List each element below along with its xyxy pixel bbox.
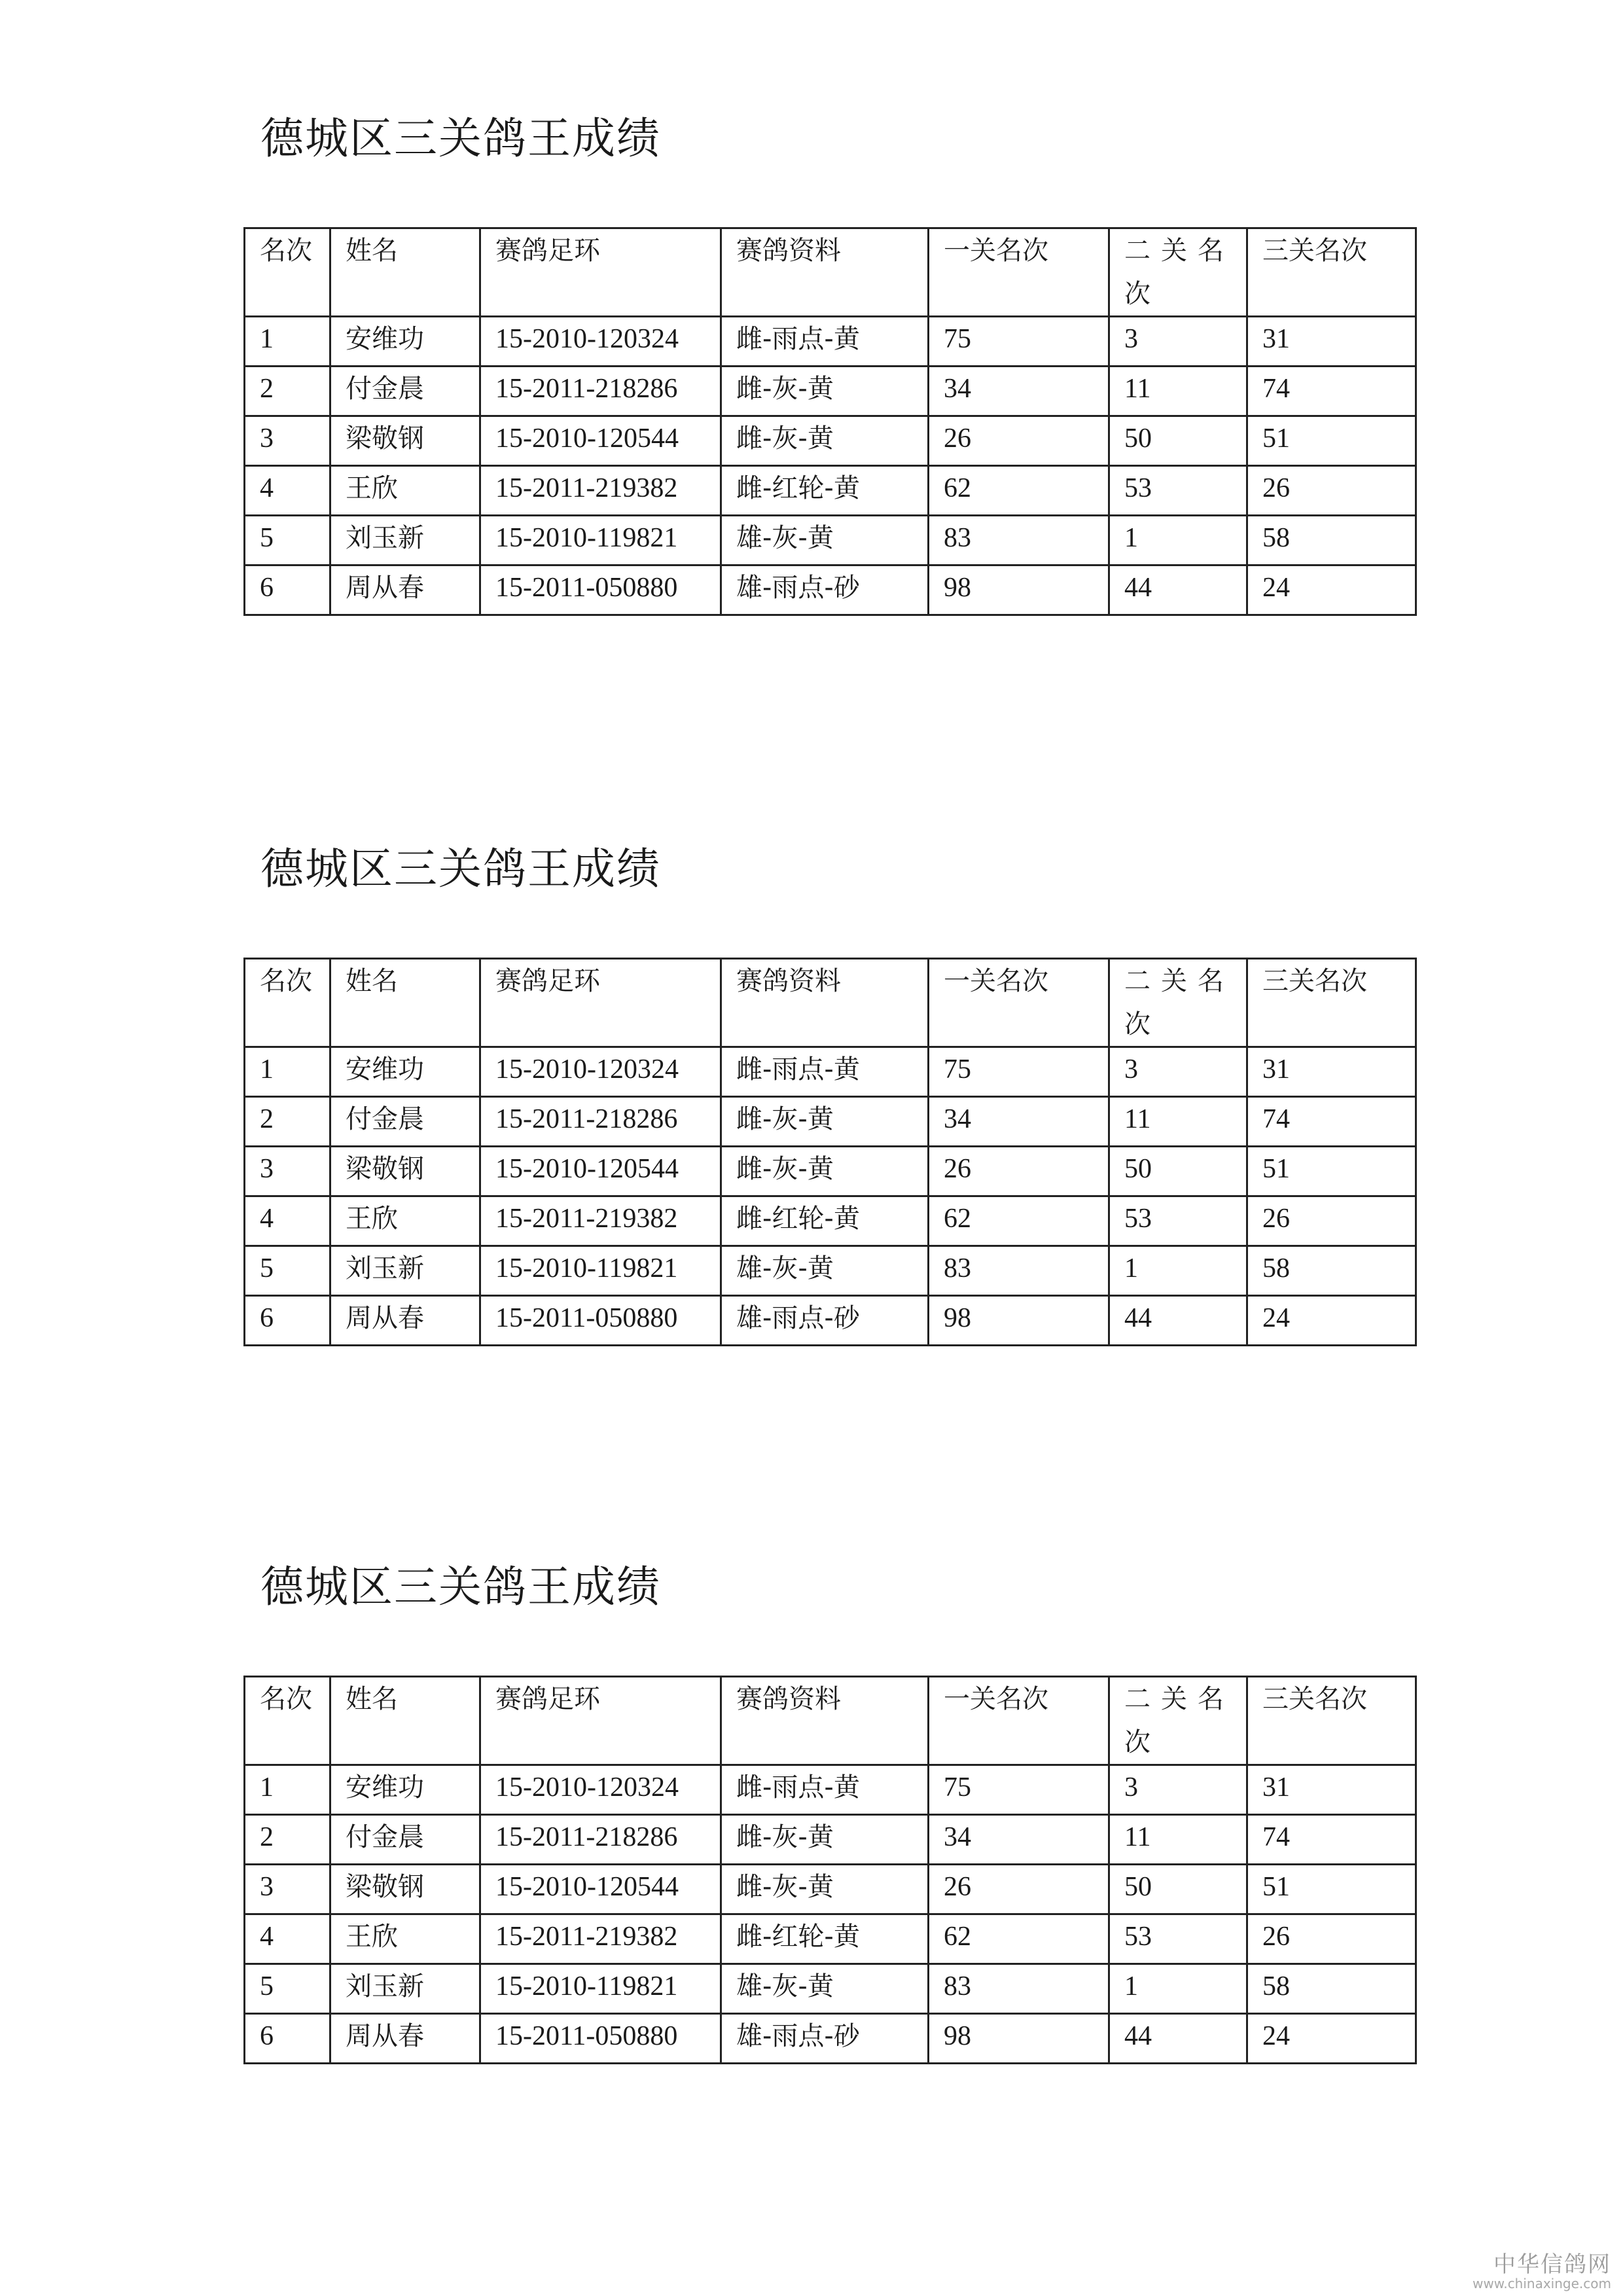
table-header-row xyxy=(245,228,1416,317)
cell-name: 周从春 xyxy=(330,2014,480,2064)
cell-second-stage: 3 xyxy=(1109,1047,1247,1097)
cell-third-stage: 58 xyxy=(1247,516,1416,565)
cell-info: 雄-雨点-砂 xyxy=(721,565,929,615)
header-cell-rank: 名次 xyxy=(245,228,330,317)
cell-rank: 3 xyxy=(245,416,330,466)
cell-info: 雄-雨点-砂 xyxy=(721,2014,929,2064)
cell-second-stage: 53 xyxy=(1109,1196,1247,1246)
cell-ring: 15-2011-219382 xyxy=(480,1914,721,1964)
table-row xyxy=(245,1296,1416,1346)
cell-third-stage: 26 xyxy=(1247,1196,1416,1246)
cell-rank: 4 xyxy=(245,1914,330,1964)
table-row xyxy=(245,1097,1416,1147)
cell-rank: 1 xyxy=(245,317,330,367)
cell-second-stage: 11 xyxy=(1109,1815,1247,1865)
cell-first-stage: 98 xyxy=(929,565,1109,615)
cell-first-stage: 83 xyxy=(929,1246,1109,1296)
header-cell-first-stage: 一关名次 xyxy=(929,1677,1109,1765)
table-row xyxy=(245,1196,1416,1246)
header-cell-ring: 赛鸽足环 xyxy=(480,228,721,317)
cell-name: 付金晨 xyxy=(330,1815,480,1865)
cell-first-stage: 75 xyxy=(929,317,1109,367)
cell-rank: 6 xyxy=(245,2014,330,2064)
cell-rank: 2 xyxy=(245,367,330,416)
cell-third-stage: 58 xyxy=(1247,1964,1416,2014)
cell-name: 梁敬钢 xyxy=(330,1147,480,1196)
results-table xyxy=(243,227,1417,616)
cell-first-stage: 62 xyxy=(929,1196,1109,1246)
cell-ring: 15-2011-218286 xyxy=(480,367,721,416)
cell-ring: 15-2010-119821 xyxy=(480,1246,721,1296)
cell-info: 雌-雨点-黄 xyxy=(721,1047,929,1097)
cell-first-stage: 83 xyxy=(929,516,1109,565)
cell-third-stage: 51 xyxy=(1247,1865,1416,1914)
cell-info: 雌-红轮-黄 xyxy=(721,1914,929,1964)
cell-rank: 5 xyxy=(245,1246,330,1296)
cell-second-stage: 53 xyxy=(1109,1914,1247,1964)
table-row xyxy=(245,1147,1416,1196)
block-title: 德城区三关鸽王成绩 xyxy=(260,844,661,894)
cell-first-stage: 75 xyxy=(929,1047,1109,1097)
cell-first-stage: 62 xyxy=(929,466,1109,516)
cell-rank: 4 xyxy=(245,1196,330,1246)
header-cell-name: 姓名 xyxy=(330,228,480,317)
cell-rank: 5 xyxy=(245,1964,330,2014)
cell-rank: 3 xyxy=(245,1865,330,1914)
cell-ring: 15-2010-120324 xyxy=(480,317,721,367)
cell-ring: 15-2011-218286 xyxy=(480,1815,721,1865)
cell-third-stage: 31 xyxy=(1247,1047,1416,1097)
header-cell-first-stage: 一关名次 xyxy=(929,959,1109,1047)
header-cell-third-stage: 三关名次 xyxy=(1247,228,1416,317)
cell-second-stage: 11 xyxy=(1109,367,1247,416)
cell-ring: 15-2010-120544 xyxy=(480,416,721,466)
cell-name: 刘玉新 xyxy=(330,1246,480,1296)
cell-third-stage: 26 xyxy=(1247,466,1416,516)
cell-name: 付金晨 xyxy=(330,367,480,416)
cell-rank: 2 xyxy=(245,1815,330,1865)
results-table xyxy=(243,1676,1417,2064)
header-cell-name: 姓名 xyxy=(330,1677,480,1765)
table-row xyxy=(245,466,1416,516)
cell-ring: 15-2011-219382 xyxy=(480,1196,721,1246)
cell-ring: 15-2011-050880 xyxy=(480,565,721,615)
cell-third-stage: 26 xyxy=(1247,1914,1416,1964)
cell-third-stage: 31 xyxy=(1247,317,1416,367)
cell-info: 雄-灰-黄 xyxy=(721,1246,929,1296)
cell-info: 雄-灰-黄 xyxy=(721,516,929,565)
table-header-row xyxy=(245,959,1416,1047)
cell-first-stage: 26 xyxy=(929,1147,1109,1196)
cell-info: 雌-红轮-黄 xyxy=(721,1196,929,1246)
table-row xyxy=(245,1964,1416,2014)
cell-name: 周从春 xyxy=(330,565,480,615)
table-row xyxy=(245,367,1416,416)
cell-third-stage: 58 xyxy=(1247,1246,1416,1296)
cell-name: 梁敬钢 xyxy=(330,1865,480,1914)
cell-info: 雌-灰-黄 xyxy=(721,1865,929,1914)
site-watermark xyxy=(1472,2253,1611,2291)
cell-third-stage: 51 xyxy=(1247,1147,1416,1196)
cell-ring: 15-2011-219382 xyxy=(480,466,721,516)
cell-first-stage: 26 xyxy=(929,416,1109,466)
header-cell-second-stage: 二关名次 xyxy=(1109,959,1247,1047)
cell-name: 安维功 xyxy=(330,1047,480,1097)
cell-name: 安维功 xyxy=(330,1765,480,1815)
watermark-main-text: 中华信鸽网 xyxy=(1493,2251,1611,2278)
table-header-row xyxy=(245,1677,1416,1765)
cell-ring: 15-2010-120544 xyxy=(480,1147,721,1196)
header-cell-third-stage: 三关名次 xyxy=(1247,1677,1416,1765)
header-cell-ring: 赛鸽足环 xyxy=(480,959,721,1047)
cell-rank: 6 xyxy=(245,1296,330,1346)
cell-info: 雄-雨点-砂 xyxy=(721,1296,929,1346)
cell-ring: 15-2011-050880 xyxy=(480,1296,721,1346)
cell-info: 雌-红轮-黄 xyxy=(721,466,929,516)
cell-second-stage: 1 xyxy=(1109,1964,1247,2014)
table-row xyxy=(245,1765,1416,1815)
table-row xyxy=(245,516,1416,565)
header-cell-second-stage: 二关名次 xyxy=(1109,228,1247,317)
cell-rank: 1 xyxy=(245,1765,330,1815)
cell-ring: 15-2010-120324 xyxy=(480,1047,721,1097)
cell-second-stage: 44 xyxy=(1109,2014,1247,2064)
cell-rank: 1 xyxy=(245,1047,330,1097)
cell-ring: 15-2011-218286 xyxy=(480,1097,721,1147)
cell-first-stage: 62 xyxy=(929,1914,1109,1964)
cell-second-stage: 44 xyxy=(1109,565,1247,615)
cell-info: 雌-雨点-黄 xyxy=(721,1765,929,1815)
cell-second-stage: 11 xyxy=(1109,1097,1247,1147)
cell-third-stage: 74 xyxy=(1247,1815,1416,1865)
block-title: 德城区三关鸽王成绩 xyxy=(260,1562,661,1612)
cell-rank: 6 xyxy=(245,565,330,615)
cell-ring: 15-2010-119821 xyxy=(480,516,721,565)
cell-third-stage: 31 xyxy=(1247,1765,1416,1815)
cell-info: 雌-灰-黄 xyxy=(721,1097,929,1147)
cell-first-stage: 34 xyxy=(929,1097,1109,1147)
cell-third-stage: 24 xyxy=(1247,2014,1416,2064)
cell-third-stage: 51 xyxy=(1247,416,1416,466)
cell-second-stage: 50 xyxy=(1109,1147,1247,1196)
cell-third-stage: 74 xyxy=(1247,1097,1416,1147)
cell-rank: 3 xyxy=(245,1147,330,1196)
cell-second-stage: 53 xyxy=(1109,466,1247,516)
results-table xyxy=(243,958,1417,1346)
table-row xyxy=(245,565,1416,615)
header-cell-third-stage: 三关名次 xyxy=(1247,959,1416,1047)
cell-info: 雌-灰-黄 xyxy=(721,416,929,466)
cell-name: 刘玉新 xyxy=(330,516,480,565)
header-cell-info: 赛鸽资料 xyxy=(721,228,929,317)
cell-info: 雄-灰-黄 xyxy=(721,1964,929,2014)
cell-name: 付金晨 xyxy=(330,1097,480,1147)
cell-first-stage: 98 xyxy=(929,1296,1109,1346)
cell-third-stage: 74 xyxy=(1247,367,1416,416)
table-row xyxy=(245,1865,1416,1914)
cell-name: 王欣 xyxy=(330,466,480,516)
cell-second-stage: 3 xyxy=(1109,1765,1247,1815)
header-cell-rank: 名次 xyxy=(245,959,330,1047)
cell-second-stage: 1 xyxy=(1109,1246,1247,1296)
cell-third-stage: 24 xyxy=(1247,565,1416,615)
cell-second-stage: 3 xyxy=(1109,317,1247,367)
cell-ring: 15-2010-120324 xyxy=(480,1765,721,1815)
header-cell-info: 赛鸽资料 xyxy=(721,1677,929,1765)
watermark-url-text: www.chinaxinge.com xyxy=(1472,2276,1611,2291)
cell-first-stage: 98 xyxy=(929,2014,1109,2064)
header-cell-ring: 赛鸽足环 xyxy=(480,1677,721,1765)
header-cell-rank: 名次 xyxy=(245,1677,330,1765)
cell-ring: 15-2010-120544 xyxy=(480,1865,721,1914)
cell-name: 刘玉新 xyxy=(330,1964,480,2014)
table-row xyxy=(245,416,1416,466)
header-cell-info: 赛鸽资料 xyxy=(721,959,929,1047)
cell-info: 雌-雨点-黄 xyxy=(721,317,929,367)
cell-first-stage: 26 xyxy=(929,1865,1109,1914)
cell-first-stage: 34 xyxy=(929,1815,1109,1865)
cell-second-stage: 50 xyxy=(1109,1865,1247,1914)
cell-rank: 5 xyxy=(245,516,330,565)
header-cell-first-stage: 一关名次 xyxy=(929,228,1109,317)
cell-ring: 15-2011-050880 xyxy=(480,2014,721,2064)
cell-third-stage: 24 xyxy=(1247,1296,1416,1346)
table-row xyxy=(245,2014,1416,2064)
table-row xyxy=(245,1914,1416,1964)
cell-rank: 4 xyxy=(245,466,330,516)
header-cell-name: 姓名 xyxy=(330,959,480,1047)
table-row xyxy=(245,1246,1416,1296)
cell-ring: 15-2010-119821 xyxy=(480,1964,721,2014)
header-cell-second-stage: 二关名次 xyxy=(1109,1677,1247,1765)
cell-info: 雌-灰-黄 xyxy=(721,1815,929,1865)
cell-second-stage: 44 xyxy=(1109,1296,1247,1346)
cell-name: 王欣 xyxy=(330,1196,480,1246)
cell-name: 周从春 xyxy=(330,1296,480,1346)
cell-name: 梁敬钢 xyxy=(330,416,480,466)
cell-info: 雌-灰-黄 xyxy=(721,367,929,416)
cell-first-stage: 83 xyxy=(929,1964,1109,2014)
table-row xyxy=(245,317,1416,367)
table-row xyxy=(245,1047,1416,1097)
block-title: 德城区三关鸽王成绩 xyxy=(260,113,661,164)
cell-second-stage: 50 xyxy=(1109,416,1247,466)
cell-name: 王欣 xyxy=(330,1914,480,1964)
table-row xyxy=(245,1815,1416,1865)
cell-first-stage: 75 xyxy=(929,1765,1109,1815)
cell-name: 安维功 xyxy=(330,317,480,367)
cell-second-stage: 1 xyxy=(1109,516,1247,565)
cell-info: 雌-灰-黄 xyxy=(721,1147,929,1196)
cell-rank: 2 xyxy=(245,1097,330,1147)
cell-first-stage: 34 xyxy=(929,367,1109,416)
